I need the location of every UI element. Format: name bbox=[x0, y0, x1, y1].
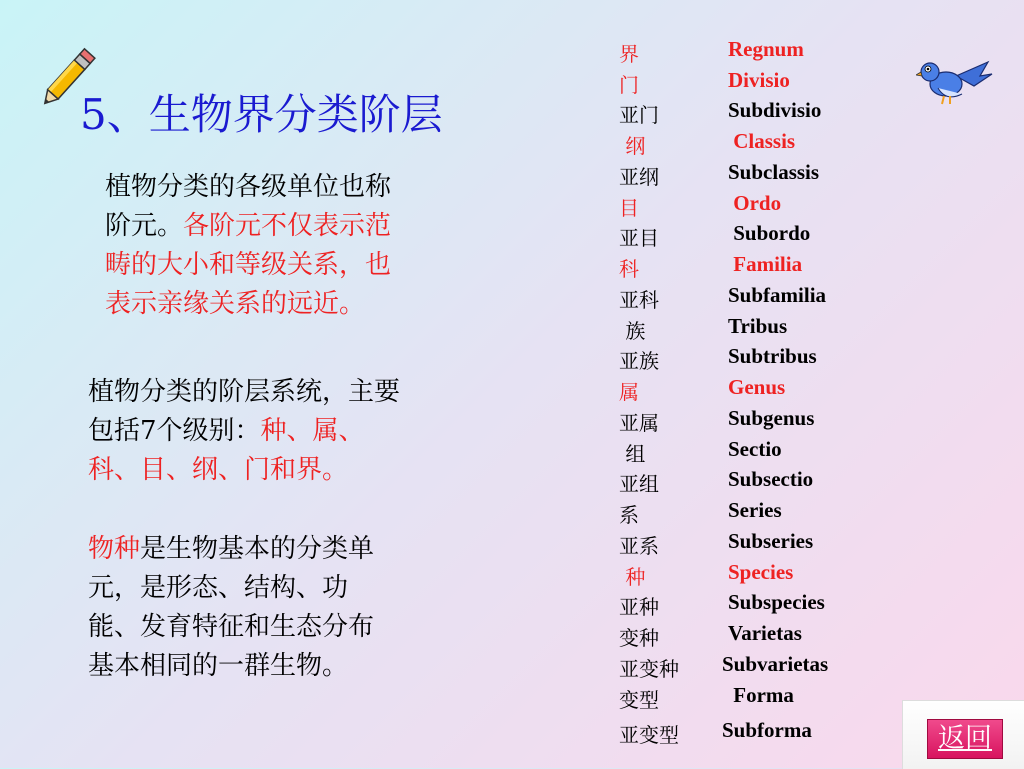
rank-latin-name: Subseries bbox=[728, 529, 814, 553]
body-text: 植物分类的阶层系统，主要 bbox=[88, 377, 401, 407]
rank-latin-name: Subdivisio bbox=[728, 98, 822, 122]
rank-chinese-name: 属 bbox=[619, 380, 639, 404]
rank-latin-name: Subvarietas bbox=[722, 652, 829, 676]
highlight-text: 各阶元不仅表示范 bbox=[183, 211, 392, 241]
back-button[interactable]: 返回 bbox=[927, 719, 1003, 759]
rank-chinese-name: 族 bbox=[619, 319, 646, 343]
body-text: 阶元。 bbox=[105, 211, 184, 241]
paragraph-line bbox=[88, 569, 374, 608]
rank-latin-name: Regnum bbox=[728, 37, 804, 61]
rank-chinese-name: 亚纲 bbox=[619, 165, 659, 189]
rank-latin-name: Genus bbox=[728, 375, 786, 399]
body-text: 基本相同的一群生物。 bbox=[88, 651, 349, 681]
rank-latin-name: Divisio bbox=[728, 68, 790, 92]
rank-latin-name: Sectio bbox=[728, 437, 782, 461]
rank-chinese-name: 亚种 bbox=[619, 595, 659, 619]
rank-chinese-name: 科 bbox=[619, 257, 639, 281]
rank-chinese-name: 组 bbox=[619, 442, 646, 466]
body-text: 植物分类的各级单位也称 bbox=[105, 172, 392, 202]
rank-chinese-name: 变种 bbox=[619, 626, 659, 650]
rank-latin-name: Classis bbox=[728, 129, 796, 153]
rank-chinese-name: 门 bbox=[619, 73, 639, 97]
body-text: 元，是形态、结构、功 bbox=[88, 573, 349, 603]
rank-chinese-name: 纲 bbox=[619, 134, 646, 158]
paragraph-line bbox=[105, 168, 391, 207]
paragraph-line bbox=[88, 530, 374, 569]
rank-latin-name: Series bbox=[728, 498, 782, 522]
rank-latin-name: Subsectio bbox=[728, 467, 814, 491]
rank-latin-name: Familia bbox=[728, 252, 803, 276]
highlight-text: 表示亲缘关系的远近。 bbox=[105, 289, 366, 319]
rank-latin-name: Species bbox=[728, 560, 794, 584]
paragraph-line bbox=[88, 647, 374, 686]
paragraph-line bbox=[105, 207, 391, 246]
paragraph-line bbox=[105, 246, 391, 285]
rank-chinese-name: 界 bbox=[619, 42, 639, 66]
highlight-text: 科、目、纲、门和界。 bbox=[88, 455, 349, 485]
rank-latin-name: Forma bbox=[728, 683, 794, 707]
paragraph-hierarchy-levels bbox=[88, 373, 400, 490]
rank-chinese-name: 亚门 bbox=[619, 103, 659, 127]
rank-chinese-name: 亚变型 bbox=[619, 723, 679, 747]
rank-chinese-name: 亚变种 bbox=[619, 657, 679, 681]
rank-chinese-name: 亚系 bbox=[619, 534, 659, 558]
rank-latin-name: Ordo bbox=[728, 191, 782, 215]
rank-chinese-name: 亚属 bbox=[619, 411, 659, 435]
paragraph-taxa-definition bbox=[105, 168, 391, 324]
rank-latin-name: Subfamilia bbox=[728, 283, 827, 307]
bird-icon bbox=[916, 54, 994, 110]
rank-latin-name: Tribus bbox=[728, 314, 788, 338]
body-text: 是生物基本的分类单 bbox=[140, 534, 375, 564]
rank-chinese-name: 系 bbox=[619, 503, 639, 527]
rank-chinese-name: 种 bbox=[619, 565, 646, 589]
rank-chinese-name: 变型 bbox=[619, 688, 659, 712]
paragraph-line bbox=[88, 451, 400, 490]
rank-latin-name: Subordo bbox=[728, 221, 811, 245]
slide-title: 5、生物界分类阶层 bbox=[80, 90, 443, 139]
rank-latin-name: Subgenus bbox=[728, 406, 815, 430]
body-text: 能、发育特征和生态分布 bbox=[88, 612, 375, 642]
paragraph-line bbox=[88, 412, 400, 451]
paragraph-species-definition bbox=[88, 530, 374, 686]
highlight-text: 畴的大小和等级关系，也 bbox=[105, 250, 392, 280]
rank-chinese-name: 亚目 bbox=[619, 226, 659, 250]
rank-chinese-name: 亚组 bbox=[619, 472, 659, 496]
rank-latin-name: Subclassis bbox=[728, 160, 820, 184]
paragraph-line bbox=[88, 608, 374, 647]
paragraph-line bbox=[105, 285, 391, 324]
rank-chinese-name: 目 bbox=[619, 196, 639, 220]
rank-chinese-name: 亚族 bbox=[619, 349, 659, 373]
paragraph-line bbox=[88, 373, 400, 412]
rank-latin-name: Subspecies bbox=[728, 590, 825, 614]
rank-latin-name: Varietas bbox=[728, 621, 802, 645]
highlight-text: 种、属、 bbox=[260, 416, 365, 446]
highlight-text: 物种 bbox=[88, 534, 141, 564]
back-button-panel bbox=[902, 700, 1024, 769]
body-text: 包括7个级别： bbox=[88, 416, 261, 446]
rank-latin-name: Subtribus bbox=[728, 344, 817, 368]
rank-latin-name: Subforma bbox=[722, 718, 812, 742]
rank-chinese-name: 亚科 bbox=[619, 288, 659, 312]
